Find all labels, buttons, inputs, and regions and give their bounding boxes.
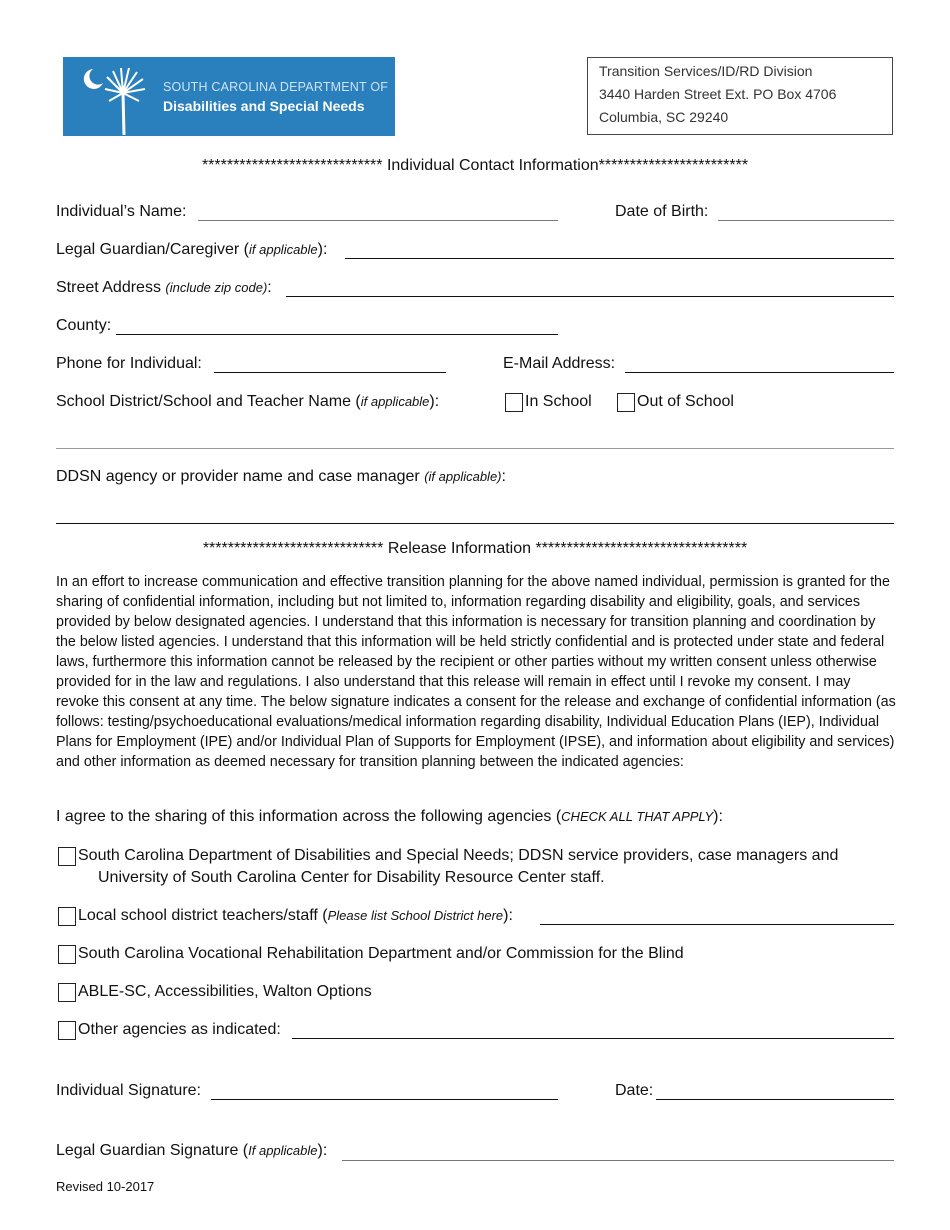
dob-label: Date of Birth: (615, 203, 709, 220)
release-section-header: ***************************** Release Information ********************************** (202, 540, 748, 557)
email-field[interactable] (625, 372, 894, 373)
revision-note: Revised 10-2017 (56, 1179, 155, 1194)
address-line-2: 3440 Harden Street Ext. PO Box 4706 (599, 86, 837, 102)
individual-signature-label: Individual Signature: (56, 1082, 201, 1099)
county-field[interactable] (116, 334, 558, 335)
in-school-label: In School (525, 393, 592, 410)
other-agencies-field[interactable] (292, 1038, 894, 1039)
agree-statement: I agree to the sharing of this information across the following agencies (CHECK ALL THAT APPLY): (56, 808, 723, 825)
individual-signature-field[interactable] (211, 1099, 558, 1100)
agency-able-sc-checkbox[interactable] (58, 983, 76, 1002)
logo-line-1: SOUTH CAROLINA DEPARTMENT OF (163, 80, 389, 94)
out-of-school-label: Out of School (637, 393, 734, 410)
agency-other-checkbox[interactable] (58, 1021, 76, 1040)
sc-ddsn-logo (63, 57, 395, 136)
email-label: E-Mail Address: (503, 355, 616, 372)
agency-ddsn-label-line1: South Carolina Department of Disabilities and Special Needs; DDSN service providers, case managers and (78, 847, 839, 864)
agency-vocational-rehab-label: South Carolina Vocational Rehabilitation Department and/or Commission for the Blind (78, 945, 684, 962)
school-district-field[interactable] (540, 924, 894, 925)
individual-name-label: Individual’s Name: (56, 203, 187, 220)
guardian-signature-label: Legal Guardian Signature (If applicable): (56, 1142, 328, 1159)
logo-line-2: Disabilities and Special Needs (163, 98, 365, 114)
phone-label: Phone for Individual: (56, 355, 202, 372)
ddsn-agency-label: DDSN agency or provider name and case manager (if applicable): (56, 468, 506, 485)
address-line-3: Columbia, SC 29240 (599, 109, 729, 125)
agency-ddsn-checkbox[interactable] (58, 847, 76, 866)
street-address-field[interactable] (286, 296, 894, 297)
out-of-school-checkbox[interactable] (617, 393, 635, 412)
street-address-label: Street Address (include zip code): (56, 279, 272, 296)
county-label: County: (56, 317, 112, 334)
agency-school-district-label: Local school district teachers/staff (Please list School District here): (78, 907, 513, 924)
agency-ddsn-label-line2: University of South Carolina Center for Disability Resource Center staff. (98, 869, 605, 886)
individual-name-field[interactable] (198, 220, 558, 221)
address-line-1: Transition Services/ID/RD Division (599, 63, 813, 79)
signature-date-field[interactable] (656, 1099, 894, 1100)
agency-school-district-checkbox[interactable] (58, 907, 76, 926)
school-field[interactable] (56, 448, 894, 449)
phone-field[interactable] (214, 372, 446, 373)
release-consent-paragraph: In an effort to increase communication and effective transition planning for the above named individual, permission is granted for the sharing of confidential information, including but not limited to, information regarding disability and eligibility, goals, and services provided by below designated agencies. I understand that this information is necessary for transition planning and coordination by the below listed agencies. I understand that this information will be held strictly confidential and is protected under state and federal laws, furthermore this information cannot be released by the recipient or other parties without my written consent unless otherwise provided for in the law and regulations. I also understand that this release will remain in effect until I revoke my consent. I may revoke this consent at any time. The below signature indicates a consent for the release and exchange of confidential information (as follows: testing/psychoeducational evaluations/medical information regarding disability, Individual Education Plans (IEP), Individual Plans for Employment (IPE) and/or Individual Plan of Supports for Employment (IPSE), and information about eligibility and services) and other information as deemed necessary for transition planning between the indicated agencies: (56, 574, 896, 770)
agency-other-label: Other agencies as indicated: (78, 1021, 281, 1038)
signature-date-label: Date: (615, 1082, 654, 1099)
palmetto-moon-icon (77, 63, 157, 135)
school-label: School District/School and Teacher Name (if applicable): (56, 393, 440, 410)
contact-section-header: ***************************** Individual Contact Information************************ (201, 157, 749, 174)
agency-able-sc-label: ABLE-SC, Accessibilities, Walton Options (78, 983, 372, 1000)
ddsn-agency-field[interactable] (56, 523, 894, 524)
division-address-box (587, 57, 893, 135)
guardian-signature-field[interactable] (342, 1160, 894, 1161)
guardian-label: Legal Guardian/Caregiver (if applicable): (56, 241, 328, 258)
agency-vocational-rehab-checkbox[interactable] (58, 945, 76, 964)
dob-field[interactable] (718, 220, 894, 221)
in-school-checkbox[interactable] (505, 393, 523, 412)
guardian-field[interactable] (345, 258, 894, 259)
